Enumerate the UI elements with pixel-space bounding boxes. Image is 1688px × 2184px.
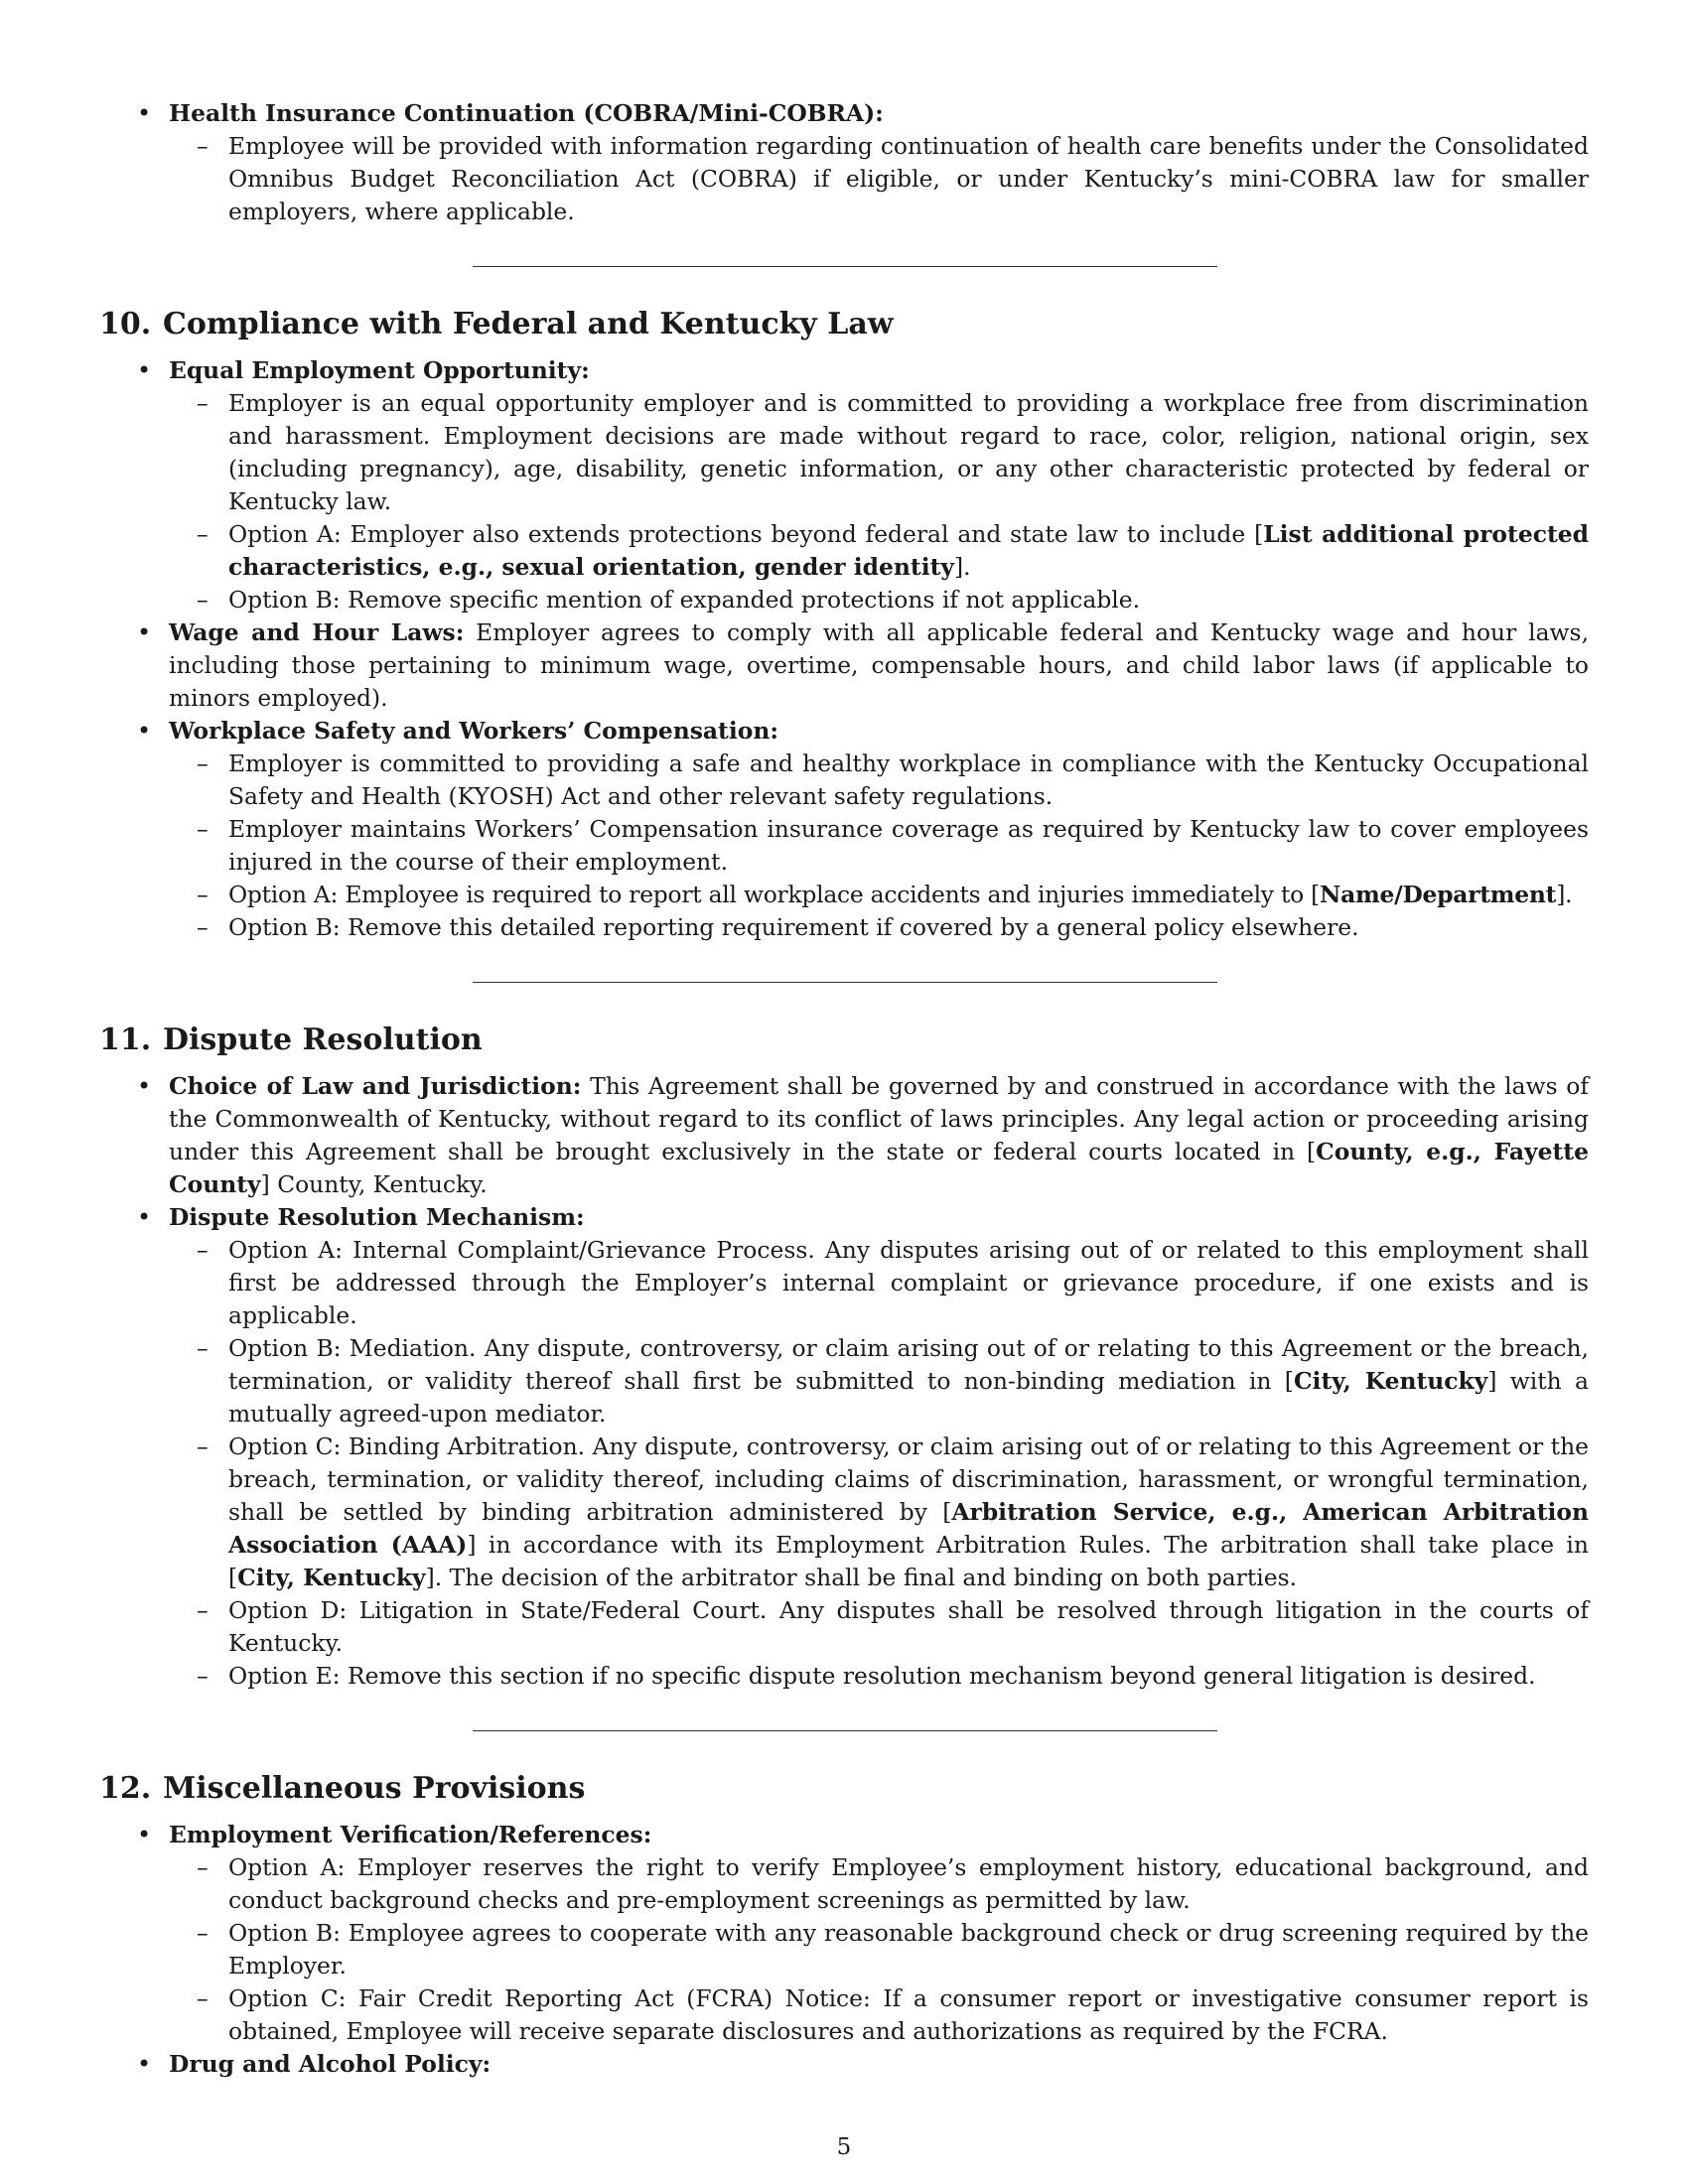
- option-e: – Option E: Remove this section if no specific dispute resolution mechanism beyond general litigation is desired.: [197, 1660, 1589, 1693]
- law-term: Choice of Law and Jurisdiction:: [169, 1072, 582, 1100]
- cobra-list: [135, 97, 1589, 228]
- eeo-item-2: – Option A: Employer also extends protections beyond federal and state law to include [List additional protected characteristics, e.g., sexual orientation, gender identity].: [197, 518, 1589, 584]
- section-10-heading: 10. Compliance with Federal and Kentucky Law: [99, 307, 894, 341]
- option-a: – Option A: Internal Complaint/Grievance Process. Any disputes arising out of or related to this employment shall first be addressed through the Employer’s internal complaint or grievance procedure, if one exists and is applicable.: [197, 1234, 1589, 1332]
- list-item: [135, 354, 1589, 616]
- safety-item-1: – Employer is committed to providing a safe and healthy workplace in compliance with the Kentucky Occupational Safety and Health (KYOSH) Act and other relevant safety regulations.: [197, 748, 1589, 813]
- drug-policy-term: Drug and Alcohol Policy:: [169, 2050, 492, 2078]
- option-d: – Option D: Litigation in State/Federal Court. Any disputes shall be resolved through litigation in the courts of Kentucky.: [197, 1594, 1589, 1660]
- verification-option-c: – Option C: Fair Credit Reporting Act (FCRA) Notice: If a consumer report or investigative consumer report is obtained, Employee will receive separate disclosures and authorizations as required by the FCRA.: [197, 1982, 1589, 2048]
- list-item: [135, 616, 1589, 715]
- section-11-heading: 11. Dispute Resolution: [99, 1023, 483, 1057]
- section-12-list: [135, 1819, 1589, 2081]
- verification-option-b: – Option B: Employee agrees to cooperate with any reasonable background check or drug screening required by the Employer.: [197, 1917, 1589, 1982]
- verification-option-a: – Option A: Employer reserves the right to verify Employee’s employment history, educational background, and conduct background checks and pre-employment screenings as permitted by law.: [197, 1851, 1589, 1917]
- cobra-term: Health Insurance Continuation (COBRA/Mini-COBRA):: [169, 99, 884, 127]
- safety-term: Workplace Safety and Workers’ Compensation:: [169, 717, 778, 745]
- section-12-heading: 12. Miscellaneous Provisions: [99, 1771, 586, 1806]
- list-item: [135, 97, 1589, 228]
- eeo-item-1: – Employer is an equal opportunity employer and is committed to providing a workplace free from discrimination and harassment. Employment decisions are made without regard to race, color, religion, national origin, sex (including pregnancy), age, disability, genetic information, or any other characteristic protected by federal or Kentucky law.: [197, 387, 1589, 518]
- safety-item-2: – Employer maintains Workers’ Compensation insurance coverage as required by Kentucky law to cover employees injured in the course of their employment.: [197, 813, 1589, 879]
- cobra-item: – Employee will be provided with information regarding continuation of health care benefits under the Consolidated Omnibus Budget Reconciliation Act (COBRA) if eligible, or under Kentucky’s mini-COBRA law for smaller employers, where applicable.: [197, 130, 1589, 228]
- section-10-list: [135, 354, 1589, 944]
- option-c: – Option C: Binding Arbitration. Any dispute, controversy, or claim arising out of or relating to this Agreement or the breach, termination, or validity thereof, including claims of discrimination, harassment, or wrongful termination, shall be settled by binding arbitration administered by [Arbitration Service, e.g., American Arbitration Association (AAA)] in accordance with its Employment Arbitration Rules. The arbitration shall take place in [City, Kentucky]. The decision of the arbitrator shall be final and binding on both parties.: [197, 1431, 1589, 1594]
- wage-term: Wage and Hour Laws:: [169, 618, 465, 646]
- safety-item-4: – Option B: Remove this detailed reporting requirement if covered by a general policy elsewhere.: [197, 911, 1589, 944]
- list-item: [135, 1819, 1589, 2048]
- eeo-term: Equal Employment Opportunity:: [169, 356, 590, 384]
- list-item: [135, 715, 1589, 944]
- list-item: • Choice of Law and Jurisdiction: This Agreement shall be governed by and construed in accordance with the laws of the Commonwealth of Kentucky, without regard to its conflict of laws principles. Any legal action or proceeding arising under this Agreement shall be brought exclusively in the state or federal courts located in [County, e.g., Fayette County] County, Kentucky.: [135, 1070, 1589, 1201]
- wage-text: Employer agrees to comply with all applicable federal and Kentucky wage and hour laws, including those pertaining to minimum wage, overtime, compensable hours, and child labor laws (if applicable to minors employed).: [169, 618, 1589, 712]
- document-page: [99, 97, 1589, 2081]
- section-11-list: [135, 1070, 1589, 1693]
- list-item: [135, 2048, 1589, 2081]
- safety-item-3: – Option A: Employee is required to report all workplace accidents and injuries immediately to [Name/Department].: [197, 879, 1589, 911]
- list-item: [135, 1201, 1589, 1693]
- eeo-item-3: – Option B: Remove specific mention of expanded protections if not applicable.: [197, 584, 1589, 616]
- page-number: 5: [836, 2134, 852, 2160]
- option-b: – Option B: Mediation. Any dispute, controversy, or claim arising out of or relating to this Agreement or the breach, termination, or validity thereof shall first be submitted to non-binding mediation in [City, Kentucky] with a mutually agreed-upon mediator.: [197, 1332, 1589, 1431]
- verification-term: Employment Verification/References:: [169, 1821, 652, 1848]
- mechanism-term: Dispute Resolution Mechanism:: [169, 1203, 585, 1231]
